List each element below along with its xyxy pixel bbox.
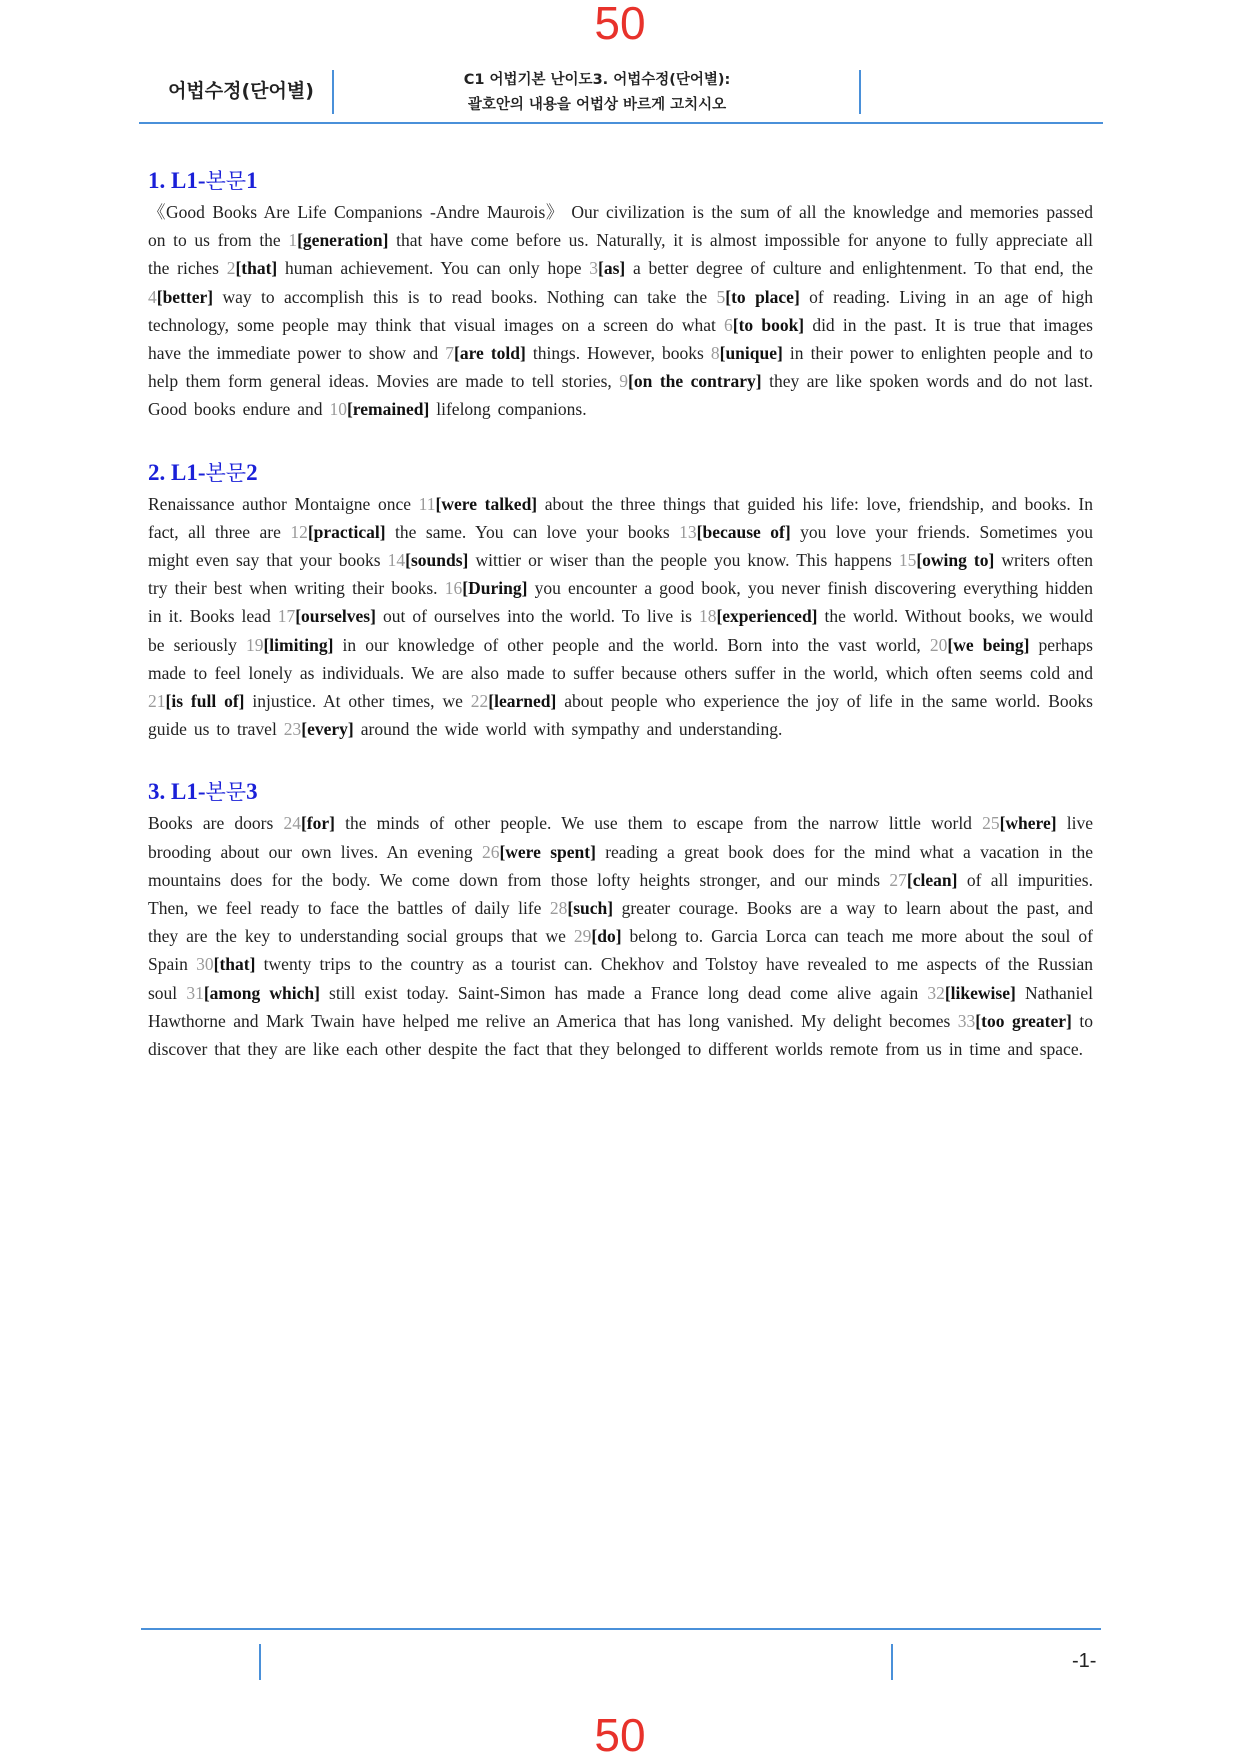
question-number: 26: [481, 841, 500, 862]
question-number: 5: [716, 286, 726, 307]
question-number: 23: [283, 719, 302, 740]
bracket-option: [that]: [213, 954, 256, 975]
header-divider: [332, 70, 334, 114]
bracket-option: [likewise]: [944, 982, 1016, 1003]
question-number: 31: [186, 982, 204, 1003]
bracket-option: [owing to]: [916, 550, 995, 571]
bracket-option: [ourselves]: [295, 606, 376, 627]
section: [148, 166, 1093, 424]
question-number: 11: [418, 493, 436, 514]
worksheet-content: [148, 166, 1093, 1097]
passage-text: Renaissance author Montaigne once 11[were talked] about the three things that guided his life: love, friendship, and books. In fact, all three are 12[practical] the same. You can love your books 13[because of] you love your friends. Sometimes you might even say that your books 14[sounds] wittier or wiser than the people you know. This happens 15[owing to] writers often try their best when writing their books. 16[During] you encounter a good book, you never finish discovering everything hidden in it. Books lead 17[ourselves] out of ourselves into the world. To live is 18[experienced] the world. Without books, we would be seriously 19[limiting] in our knowledge of other people and the world. Born into the vast world, 20[we being] perhaps made to feel lonely as individuals. We are also made to suffer because others suffer in the world, which often seems cold and 21[is full of] injustice. At other times, we 22[learned] about people who experience the joy of life in the same world. Books guide us to travel 23[every] around the wide world with sympathy and understanding.: [148, 493, 1094, 740]
bracket-option: [learned]: [488, 691, 557, 712]
bracket-option: [every]: [301, 719, 354, 740]
header-rule: [139, 122, 1103, 124]
section-number: 2.: [148, 459, 166, 485]
section-label-suffix: 2: [246, 459, 258, 485]
header-subtitle-line1: C1 어법기본 난이도3. 어법수정(단어별):: [463, 72, 731, 88]
question-number: 18: [698, 606, 717, 627]
header-title: 어법수정(단어별): [168, 80, 314, 102]
question-number: 16: [444, 578, 463, 599]
question-number: 6: [724, 314, 733, 335]
question-number: 13: [679, 521, 697, 542]
page-stamp-bottom: 50: [594, 1709, 646, 1761]
section-title: [148, 458, 1093, 488]
question-number: 2: [226, 258, 236, 279]
footer-divider-right: [891, 1644, 893, 1680]
header-divider-right: [859, 70, 861, 114]
bracket-option: [generation]: [297, 230, 389, 251]
question-number: 7: [445, 343, 454, 364]
header-subtitle: [335, 68, 859, 118]
bracket-option: [that]: [235, 258, 278, 279]
section-number: 1.: [148, 168, 166, 193]
question-number: 21: [148, 691, 166, 712]
section-label-suffix: 3: [246, 779, 258, 805]
section-number: 3.: [148, 779, 166, 805]
page-stamp-top: 50: [594, 0, 646, 49]
question-number: 25: [982, 813, 1000, 834]
bracket-option: [are told]: [454, 343, 526, 364]
question-number: 22: [470, 691, 489, 712]
question-number: 9: [619, 371, 629, 392]
bracket-option: [experienced]: [716, 606, 818, 627]
bracket-option: [unique]: [719, 343, 783, 364]
question-number: 3: [589, 258, 598, 279]
question-number: 27: [889, 869, 907, 890]
bracket-option: [sounds]: [405, 550, 469, 571]
bracket-option: [where]: [999, 813, 1057, 834]
section-label-korean: 본문: [205, 169, 247, 193]
question-number: 20: [929, 634, 948, 655]
question-number: 32: [927, 982, 945, 1003]
bracket-option: [clean]: [906, 869, 958, 890]
bracket-option: [limiting]: [263, 634, 334, 655]
section: [148, 458, 1093, 744]
bracket-option: [as]: [598, 258, 626, 279]
page-number: -1-: [1072, 1650, 1097, 1672]
bracket-option: [is full of]: [165, 691, 245, 712]
question-number: 8: [710, 343, 720, 364]
section-label-korean: 본문: [205, 780, 247, 805]
bracket-option: [to book]: [732, 314, 805, 335]
bracket-option: [too greater]: [975, 1010, 1072, 1031]
bracket-option: [practical]: [307, 521, 386, 542]
question-number: 29: [573, 926, 592, 947]
section-label-prefix: L1-: [171, 459, 206, 485]
section-title: [148, 777, 1093, 807]
question-number: 12: [290, 521, 308, 542]
question-number: 14: [387, 550, 406, 571]
bracket-option: [better]: [156, 286, 214, 307]
section-label-prefix: L1-: [171, 779, 206, 805]
bracket-option: [because of]: [696, 521, 791, 542]
section: [148, 777, 1093, 1063]
bracket-option: [During]: [462, 578, 528, 599]
question-number: 10: [329, 399, 347, 420]
footer-divider-left: [259, 1644, 261, 1680]
bracket-option: [were talked]: [435, 493, 538, 514]
bracket-option: [among which]: [203, 982, 320, 1003]
question-number: 19: [245, 634, 264, 655]
question-number: 24: [283, 813, 301, 834]
page-header: [139, 66, 1103, 124]
question-number: 28: [549, 898, 568, 919]
footer-rule: [141, 1628, 1101, 1630]
section-label-prefix: L1-: [171, 168, 206, 193]
question-number: 17: [277, 606, 296, 627]
bracket-option: [do]: [591, 926, 622, 947]
question-number: 30: [196, 954, 214, 975]
bracket-option: [we being]: [947, 634, 1030, 655]
bracket-option: [such]: [567, 898, 614, 919]
section-label-suffix: 1: [246, 168, 258, 193]
question-number: 15: [898, 550, 917, 571]
section-title: [148, 166, 1093, 196]
bracket-option: [for]: [300, 813, 335, 834]
bracket-option: [were spent]: [499, 841, 596, 862]
question-number: 1: [288, 230, 298, 251]
passage-text: 《Good Books Are Life Companions -Andre Maurois》 Our civilization is the sum of all the knowledge and memories passed on to us from the 1[generation] that have come before us. Naturally, it is almost impossible for anyone to fully appreciate all the riches 2[that] human achievement. You can only hope 3[as] a better degree of culture and enlightenment. To that end, the 4[better] way to accomplish this is to read books. Nothing can take the 5[to place] of reading. Living in an age of high technology, some people may think that visual images on a screen do what 6[to book] did in the past. It is true that images have the immediate power to show and 7[are told] things. However, books 8[unique] in their power to enlighten people and to help them form general ideas. Movies are made to tell stories, 9[on the contrary] they are like spoken words and do not last. Good books endure and 10[remained] lifelong companions.: [148, 202, 1094, 420]
question-number: 33: [957, 1010, 976, 1031]
passage-text: Books are doors 24[for] the minds of other people. We use them to escape from the narrow little world 25[where] live brooding about our own lives. An evening 26[were spent] reading a great book does for the mind what a vacation in the mountains does for the body. We come down from those lofty heights stronger, and our minds 27[clean] of all impurities. Then, we feel ready to face the battles of daily life 28[such] greater courage. Books are a way to learn about the past, and they are the key to understanding social groups that we 29[do] belong to. Garcia Lorca can teach me more about the soul of Spain 30[that] twenty trips to the country as a tourist can. Chekhov and Tolstoy have revealed to me aspects of the Russian soul 31[among which] still exist today. Saint-Simon has made a France long dead come alive again 32[likewise] Nathaniel Hawthorne and Mark Twain have helped me relive an America that has long vanished. My delight becomes 33[too greater] to discover that they are like each other despite the fact that they belonged to different worlds remote from us in time and space.: [148, 813, 1094, 1060]
bracket-option: [on the contrary]: [628, 371, 762, 392]
header-subtitle-line2: 괄호안의 내용을 어법상 바르게 고치시오: [467, 97, 727, 113]
bracket-option: [remained]: [346, 399, 430, 420]
bracket-option: [to place]: [725, 286, 800, 307]
section-label-korean: 본문: [205, 460, 247, 485]
question-number: 4: [148, 286, 157, 307]
